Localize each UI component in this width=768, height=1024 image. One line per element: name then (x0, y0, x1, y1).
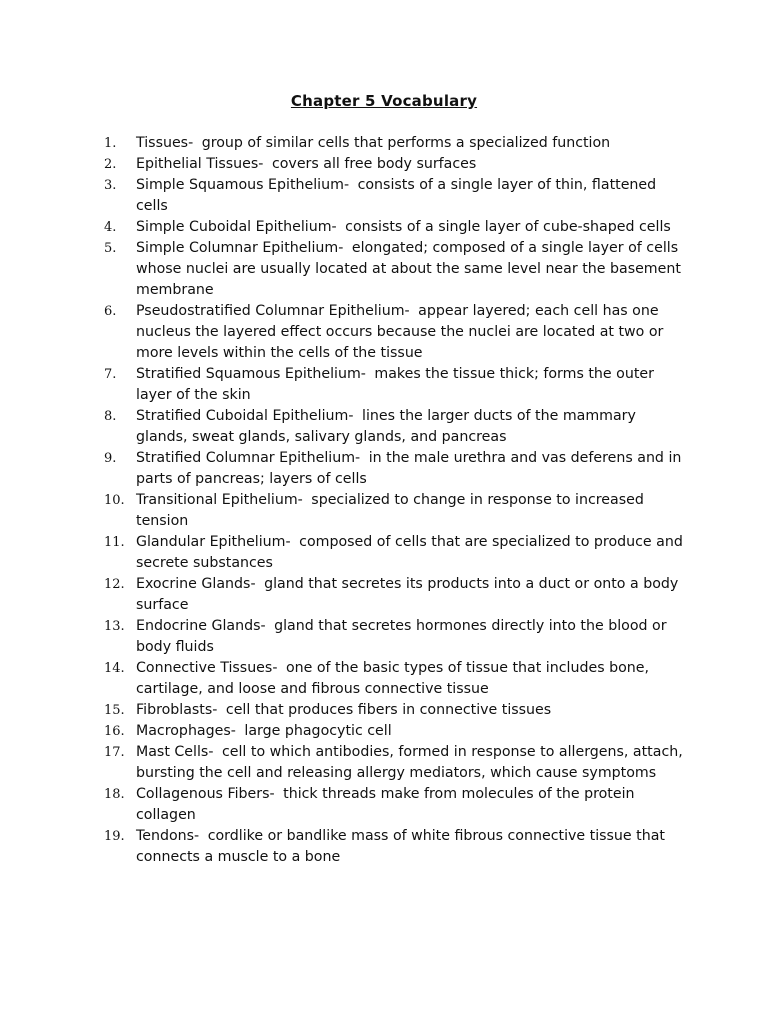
item-number: 19. (104, 829, 125, 844)
vocabulary-item (104, 784, 684, 826)
vocabulary-definition: one of the basic types of tissue that includes bone, cartilage, and loose and fibrous connective tissue (136, 660, 650, 697)
vocabulary-item (104, 406, 684, 448)
vocabulary-item (104, 826, 684, 868)
item-number: 13. (104, 619, 125, 634)
vocabulary-definition: consists of a single layer of thin, flattened cells (136, 177, 657, 214)
item-number: 15. (104, 703, 125, 718)
vocabulary-term: Simple Squamous Epithelium - (136, 177, 354, 193)
vocabulary-definition: composed of cells that are specialized to produce and secrete substances (136, 534, 683, 571)
vocabulary-term: Simple Columnar Epithelium - (136, 240, 348, 256)
vocabulary-term: Tendons - (136, 828, 204, 844)
item-body (136, 364, 684, 406)
item-body (136, 238, 684, 301)
vocabulary-term: Fibroblasts - (136, 702, 222, 718)
item-number: 2. (104, 157, 117, 172)
item-body (136, 784, 684, 826)
vocabulary-term: Pseudostratified Columnar Epithelium - (136, 303, 414, 319)
item-body (136, 175, 684, 217)
vocabulary-item (104, 364, 684, 406)
item-body (136, 133, 684, 154)
vocabulary-definition: in the male urethra and vas deferens and in parts of pancreas; layers of cells (136, 450, 682, 487)
item-number: 12. (104, 577, 125, 592)
vocabulary-item (104, 721, 684, 742)
vocabulary-item (104, 175, 684, 217)
item-body (136, 532, 684, 574)
vocabulary-definition: covers all free body surfaces (271, 156, 477, 172)
vocabulary-term: Collagenous Fibers - (136, 786, 279, 802)
vocabulary-term: Glandular Epithelium - (136, 534, 295, 550)
item-body (136, 616, 684, 658)
vocabulary-definition: specialized to change in response to increased tension (136, 492, 644, 529)
vocabulary-definition: large phagocytic cell (244, 723, 392, 739)
vocabulary-item (104, 574, 684, 616)
vocabulary-definition: gland that secretes hormones directly into the blood or body fluids (136, 618, 667, 655)
item-number: 11. (104, 535, 125, 550)
vocabulary-term: Connective Tissues - (136, 660, 282, 676)
vocabulary-term: Exocrine Glands - (136, 576, 260, 592)
item-body (136, 217, 684, 238)
vocabulary-item (104, 616, 684, 658)
vocabulary-term: Endocrine Glands - (136, 618, 270, 634)
vocabulary-item (104, 301, 684, 364)
vocabulary-term: Stratified Columnar Epithelium - (136, 450, 365, 466)
item-number: 8. (104, 409, 117, 424)
vocabulary-item (104, 700, 684, 721)
item-body (136, 490, 684, 532)
item-number: 16. (104, 724, 125, 739)
vocabulary-definition: thick threads make from molecules of the protein collagen (136, 786, 635, 823)
vocabulary-list (104, 133, 684, 868)
vocabulary-item (104, 238, 684, 301)
vocabulary-definition: appear layered; each cell has one nucleus the layered effect occurs because the nuclei are located at two or more levels within the cells of the tissue (136, 303, 664, 361)
vocabulary-item (104, 154, 684, 175)
vocabulary-term: Stratified Cuboidal Epithelium - (136, 408, 358, 424)
vocabulary-item (104, 448, 684, 490)
item-body (136, 301, 684, 364)
item-number: 4. (104, 220, 117, 235)
vocabulary-term: Simple Cuboidal Epithelium - (136, 219, 341, 235)
item-body (136, 658, 684, 700)
page-title: Chapter 5 Vocabulary (290, 92, 478, 110)
vocabulary-item (104, 658, 684, 700)
item-number: 7. (104, 367, 117, 382)
item-body (136, 154, 684, 175)
item-number: 3. (104, 178, 117, 193)
item-body (136, 742, 684, 784)
item-body (136, 574, 684, 616)
item-number: 9. (104, 451, 117, 466)
item-number: 18. (104, 787, 125, 802)
item-number: 1. (104, 136, 117, 151)
vocabulary-item (104, 742, 684, 784)
vocabulary-term: Mast Cells - (136, 744, 218, 760)
vocabulary-item (104, 217, 684, 238)
item-body (136, 826, 684, 868)
item-body (136, 700, 684, 721)
vocabulary-definition: consists of a single layer of cube-shaped cells (345, 219, 671, 235)
item-body (136, 721, 684, 742)
vocabulary-definition: gland that secretes its products into a duct or onto a body surface (136, 576, 679, 613)
vocabulary-term: Stratified Squamous Epithelium - (136, 366, 370, 382)
vocabulary-item (104, 133, 684, 154)
vocabulary-definition: lines the larger ducts of the mammary glands, sweat glands, salivary glands, and pancreas (136, 408, 636, 445)
vocabulary-definition: makes the tissue thick; forms the outer layer of the skin (136, 366, 654, 403)
vocabulary-definition: cordlike or bandlike mass of white fibrous connective tissue that connects a muscle to a bone (136, 828, 665, 865)
item-number: 10. (104, 493, 125, 508)
vocabulary-term: Transitional Epithelium - (136, 492, 307, 508)
item-number: 5. (104, 241, 117, 256)
vocabulary-definition: group of similar cells that performs a specialized function (201, 135, 611, 151)
item-number: 6. (104, 304, 117, 319)
vocabulary-term: Epithelial Tissues - (136, 156, 268, 172)
vocabulary-term: Macrophages - (136, 723, 240, 739)
item-body (136, 448, 684, 490)
vocabulary-definition: elongated; composed of a single layer of cells whose nuclei are usually located at about the same level near the basement membrane (136, 240, 681, 298)
item-number: 17. (104, 745, 125, 760)
item-number: 14. (104, 661, 125, 676)
vocabulary-term: Tissues - (136, 135, 198, 151)
item-body (136, 406, 684, 448)
vocabulary-item (104, 532, 684, 574)
vocabulary-definition: cell that produces fibers in connective tissues (225, 702, 552, 718)
vocabulary-item (104, 490, 684, 532)
vocabulary-definition: cell to which antibodies, formed in response to allergens, attach, bursting the cell and releasing allergy mediators, which cause symptoms (136, 744, 683, 781)
